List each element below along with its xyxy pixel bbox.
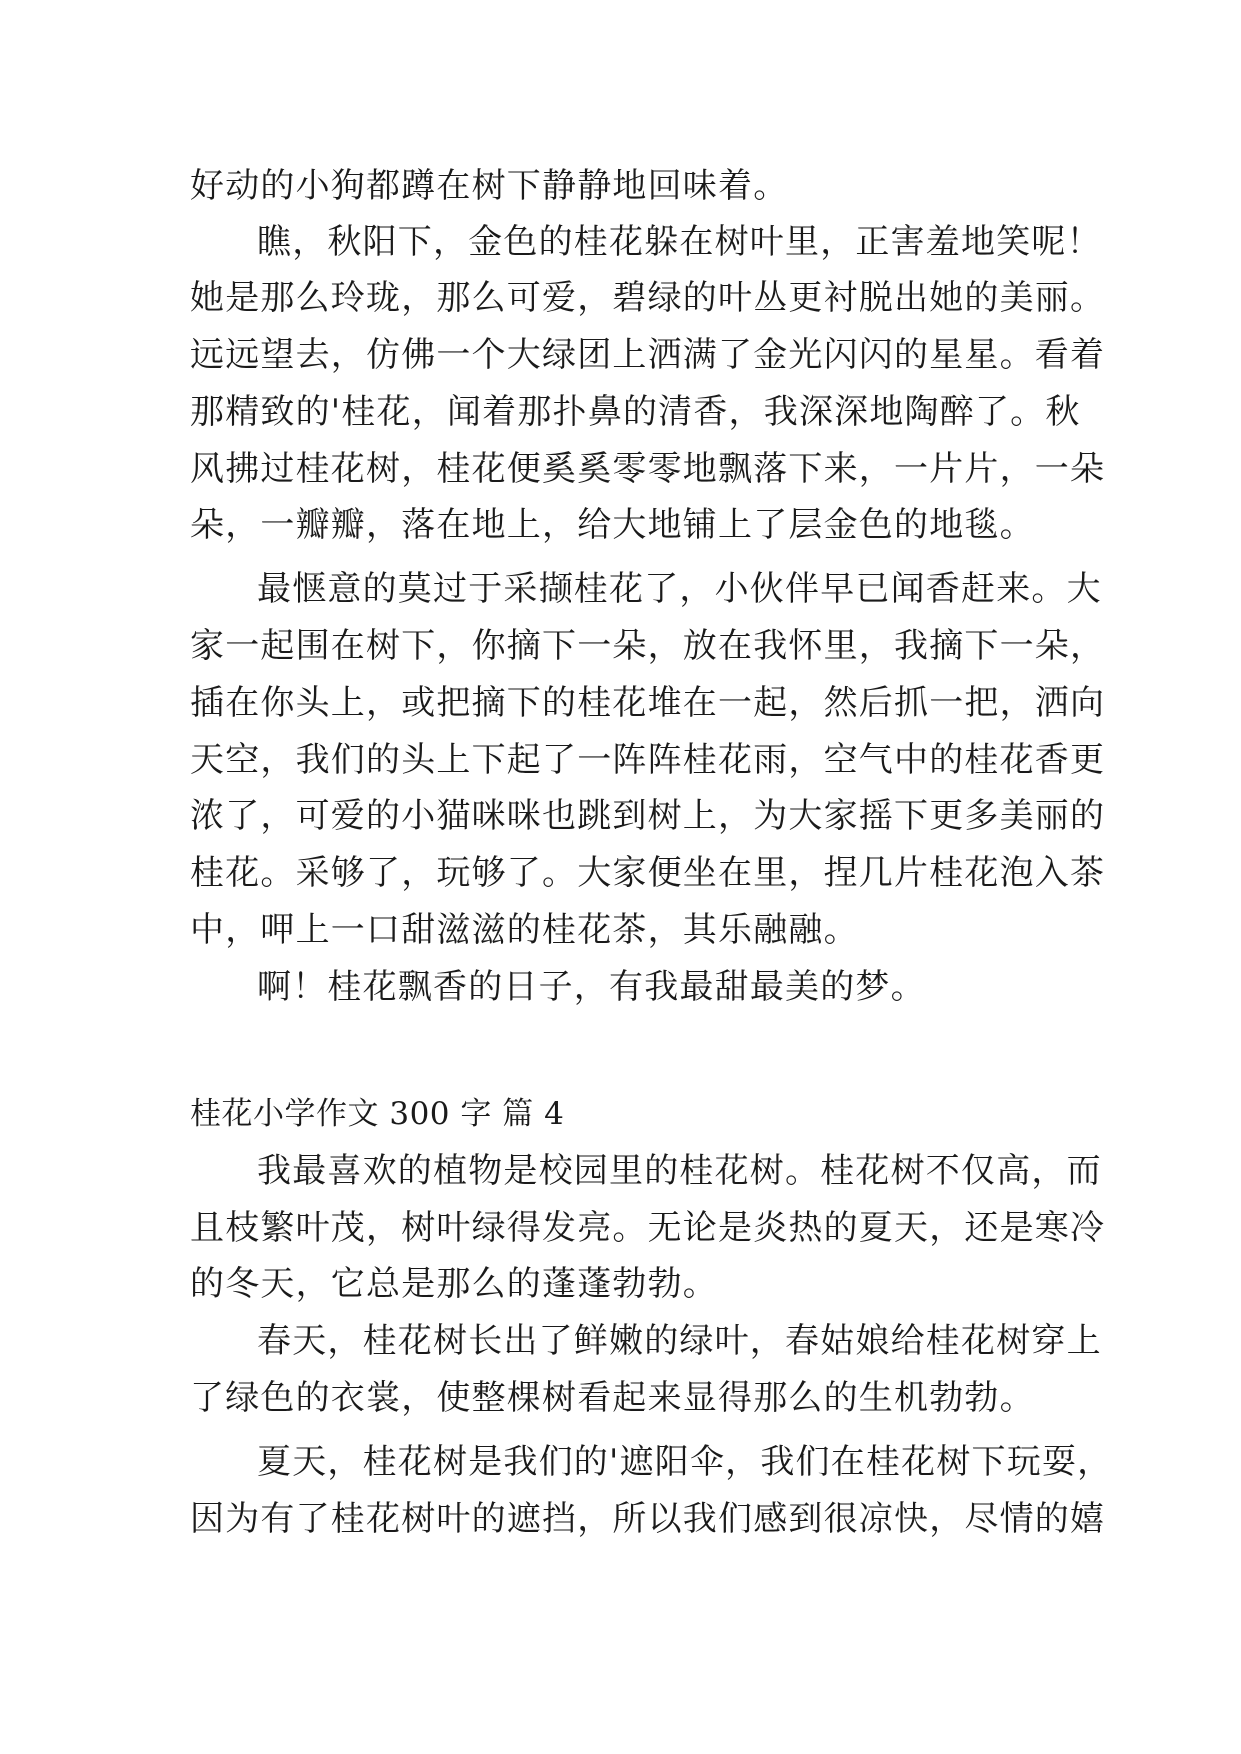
text-line: 最惬意的莫过于采撷桂花了，小伙伴早已闻香赶来。大 [257,569,1102,609]
text-line: 我最喜欢的植物是校园里的桂花树。桂花树不仅高，而 [257,1151,1102,1191]
text-line: 啊！桂花飘香的日子，有我最甜最美的梦。 [257,967,926,1007]
text-line: 了绿色的衣裳，使整棵树看起来显得那么的生机勃勃。 [190,1378,1035,1418]
text-line: 的冬天，它总是那么的蓬蓬勃勃。 [190,1264,718,1304]
text-line: 插在你头上，或把摘下的桂花堆在一起，然后抓一把，洒向 [190,683,1106,723]
text-line: 浓了，可爱的小猫咪咪也跳到树上，为大家摇下更多美丽的 [190,796,1106,836]
text-line: 朵，一瓣瓣，落在地上，给大地铺上了层金色的地毯。 [190,505,1035,545]
text-line: 好动的小狗都蹲在树下静静地回味着。 [190,166,789,206]
text-line: 桂花。采够了，玩够了。大家便坐在里，捏几片桂花泡入茶 [190,853,1106,893]
text-line: 她是那么玲珑，那么可爱，碧绿的叶丛更衬脱出她的美丽。 [190,278,1106,318]
text-line: 中，呷上一口甜滋滋的桂花茶，其乐融融。 [190,910,859,950]
text-line: 夏天，桂花树是我们的'遮阳伞，我们在桂花树下玩耍， [257,1442,1113,1482]
text-line: 因为有了桂花树叶的遮挡，所以我们感到很凉快，尽情的嬉 [190,1499,1106,1539]
text-line: 风拂过桂花树，桂花便奚奚零零地飘落下来，一片片，一朵 [190,449,1106,489]
section-heading: 桂花小学作文 300 字 篇 4 [190,1096,565,1132]
text-line: 那精致的'桂花，闻着那扑鼻的清香，我深深地陶醉了。秋 [190,392,1081,432]
text-line: 瞧，秋阳下，金色的桂花躲在树叶里，正害羞地笑呢！ [257,222,1102,262]
text-line: 远远望去，仿佛一个大绿团上洒满了金光闪闪的星星。看着 [190,335,1106,375]
text-line: 家一起围在树下，你摘下一朵，放在我怀里，我摘下一朵， [190,626,1106,666]
text-line: 天空，我们的头上下起了一阵阵桂花雨，空气中的桂花香更 [190,740,1106,780]
text-line: 春天，桂花树长出了鲜嫩的绿叶，春姑娘给桂花树穿上 [257,1321,1102,1361]
text-line: 且枝繁叶茂，树叶绿得发亮。无论是炎热的夏天，还是寒冷 [190,1208,1106,1248]
